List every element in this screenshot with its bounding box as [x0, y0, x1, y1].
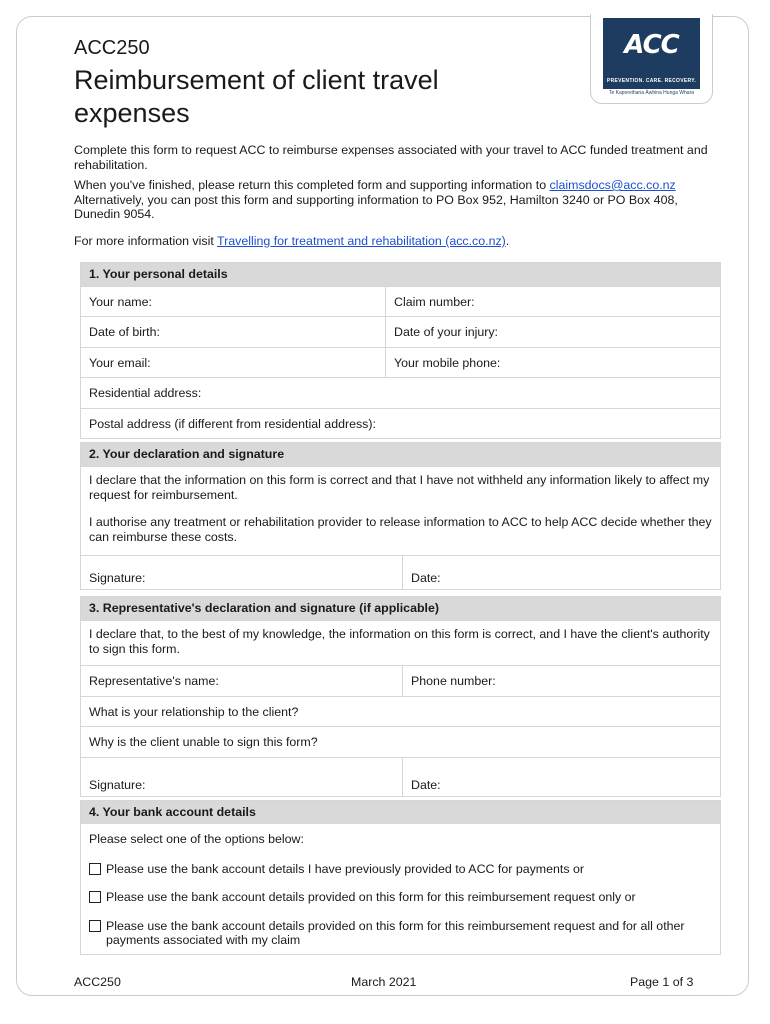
- logo-tagline: PREVENTION. CARE. RECOVERY.: [606, 78, 697, 84]
- claim-number-field[interactable]: Claim number:: [385, 287, 720, 316]
- travel-info-link[interactable]: Travelling for treatment and rehabilitation (acc.co.nz): [217, 234, 506, 248]
- bank-options-body: [81, 824, 720, 948]
- representative-signature-field[interactable]: Signature:: [89, 778, 146, 792]
- section-heading: 3. Representative's declaration and signature (if applicable): [81, 597, 720, 620]
- table-row: [81, 555, 720, 589]
- declaration-text: [81, 466, 720, 555]
- mobile-phone-field[interactable]: Your mobile phone:: [385, 348, 720, 377]
- relationship-field[interactable]: What is your relationship to the client?: [89, 704, 299, 719]
- logo-maori-name: Te Kaporeihana Āwhina Hunga Whara: [608, 90, 695, 96]
- footer-page-number: Page 1 of 3: [630, 975, 694, 989]
- logo-panel: [603, 18, 700, 89]
- table-row: [81, 316, 720, 347]
- date-field[interactable]: Date:: [402, 556, 720, 589]
- table-row: [81, 757, 720, 796]
- declaration-paragraph-1: I declare that the information on this form is correct and that I have not withheld any information likely to affect my request for reimbursement.: [89, 473, 710, 502]
- bank-option-previous[interactable]: [89, 862, 712, 877]
- representative-declaration: [81, 620, 720, 665]
- section-heading: 1. Your personal details: [81, 263, 720, 286]
- declaration-paragraphs: [81, 467, 720, 544]
- bank-instruction: Please select one of the options below:: [89, 832, 304, 846]
- representative-paragraph: [81, 621, 720, 656]
- table-row: [81, 665, 720, 696]
- section-representative: [80, 596, 721, 797]
- intro-paragraph-3: [74, 234, 714, 249]
- table-row: [81, 726, 720, 757]
- representative-name-field[interactable]: Representative's name:: [89, 674, 219, 688]
- phone-number-field[interactable]: Phone number:: [402, 666, 720, 696]
- acc-logo: [590, 14, 713, 104]
- table-row: [81, 286, 720, 316]
- bank-option-label: Please use the bank account details I have previously provided to ACC for payments or: [106, 861, 584, 876]
- table-row: [81, 408, 720, 438]
- date-of-injury-field[interactable]: Date of your injury:: [385, 317, 720, 347]
- footer-form-code: ACC250: [74, 975, 121, 989]
- section-heading: 4. Your bank account details: [81, 801, 720, 824]
- signature-field[interactable]: Signature:: [89, 571, 146, 585]
- intro-paragraph-1: Complete this form to request ACC to reimburse expenses associated with your travel to ACC funded treatment and rehabilitation.: [74, 143, 708, 172]
- claims-email-link[interactable]: claimsdocs@acc.co.nz: [549, 178, 676, 192]
- representative-date-field[interactable]: Date:: [402, 758, 720, 796]
- form-code: ACC250: [74, 37, 150, 59]
- your-name-field[interactable]: Your name:: [89, 294, 152, 309]
- intro-paragraph-2: [74, 178, 714, 222]
- section-bank-account: [80, 800, 721, 955]
- postal-instruction: Alternatively, you can post this form and supporting information to PO Box 952, Hamilton 3240 or PO Box 408, Dunedin 9054.: [74, 192, 678, 221]
- checkbox[interactable]: [89, 891, 101, 903]
- section-personal-details: [80, 262, 721, 439]
- checkbox[interactable]: [89, 920, 101, 932]
- unable-to-sign-field[interactable]: Why is the client unable to sign this form?: [89, 735, 318, 749]
- bank-options: [81, 824, 720, 948]
- section-heading: 2. Your declaration and signature: [81, 443, 720, 466]
- declaration-paragraph-2: I authorise any treatment or rehabilitation provider to release information to ACC to help ACC decide whether they can reimburse these costs.: [89, 515, 712, 544]
- table-row: [81, 347, 720, 377]
- bank-option-this-request[interactable]: [89, 890, 712, 905]
- residential-address-field[interactable]: Residential address:: [89, 386, 202, 400]
- return-instruction: When you've finished, please return this completed form and supporting information to: [74, 178, 550, 192]
- email-field[interactable]: Your email:: [89, 355, 151, 370]
- representative-declaration-text: I declare that, to the best of my knowledge, the information on this form is correct, and I have the client's authority to sign this form.: [89, 627, 710, 656]
- period: .: [505, 234, 510, 248]
- page-title: Reimbursement of client travel expenses: [74, 65, 439, 128]
- footer-date: March 2021: [351, 975, 417, 989]
- table-row: [81, 377, 720, 408]
- table-row: [81, 696, 720, 726]
- bank-option-label: Please use the bank account details provided on this form for this reimbursement request only or: [106, 890, 636, 904]
- bank-option-all-payments[interactable]: [89, 919, 712, 948]
- section-declaration: [80, 442, 721, 590]
- checkbox[interactable]: [89, 863, 101, 875]
- bank-option-label: Please use the bank account details provided on this form for this reimbursement request and for all other payments associated with my claim: [106, 918, 685, 947]
- date-of-birth-field[interactable]: Date of birth:: [89, 325, 160, 339]
- more-info-text: For more information visit: [74, 234, 217, 248]
- logo-mark: ACC: [624, 30, 679, 60]
- postal-address-field[interactable]: Postal address (if different from residential address):: [89, 416, 376, 431]
